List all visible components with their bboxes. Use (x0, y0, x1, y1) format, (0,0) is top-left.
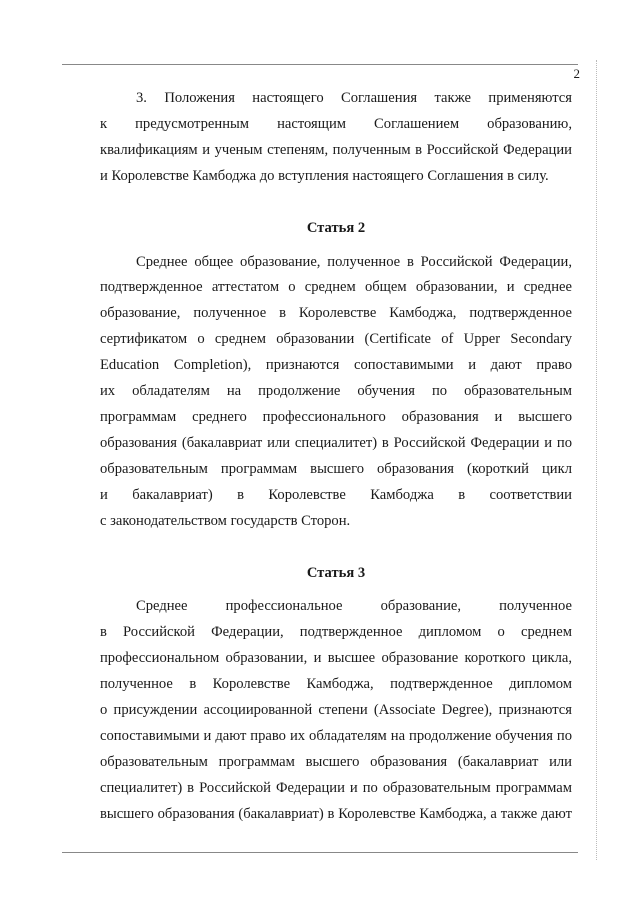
text-line: сопоставимыми и дают право их обладателям на продолжение обучения по (100, 727, 572, 744)
text-line: с законодательством государств Сторон. (100, 512, 351, 529)
document-body (100, 86, 572, 828)
text-line: Среднее профессиональное образование, полученное (136, 598, 572, 615)
article-3-heading: Статья 3 (306, 564, 366, 581)
scan-bottom-border (62, 852, 578, 853)
text-line: образовательным программам высшего образования (бакалавриат или (100, 753, 572, 770)
text-line: профессиональном образовании, и высшее образование короткого цикла, (100, 650, 572, 667)
text-line: о присуждении ассоциированной степени (Associate Degree), признаются (100, 702, 572, 719)
text-line: образования (бакалавриат или специалитет) в Российской Федерации и по (100, 434, 572, 451)
text-line: высшего образования (бакалавриат) в Королевстве Камбоджа, а также дают (100, 805, 572, 822)
text-line: программам среднего профессионального образования и высшего (100, 408, 572, 425)
scan-top-border (62, 64, 578, 65)
text-line: полученное в Королевстве Камбоджа, подтвержденное дипломом (100, 676, 572, 693)
text-line: и бакалавриат) в Королевстве Камбоджа в соответствии (100, 486, 572, 503)
text-line: образование, полученное в Королевстве Камбоджа, подтвержденное (100, 305, 572, 322)
text-line: 3. Положения настоящего Соглашения также применяются (136, 90, 572, 106)
text-line: Education Completion), признаются сопоставимыми и дают право (100, 357, 572, 374)
text-line: к предусмотренным настоящим Соглашением образованию, (100, 115, 572, 132)
text-line: в Российской Федерации, подтвержденное дипломом о среднем (100, 624, 572, 641)
page-number: 2 (573, 66, 580, 81)
article-2-heading: Статья 2 (306, 219, 366, 236)
paragraph-3 (100, 86, 572, 190)
text-line: специалитет) в Российской Федерации и по образовательным программам (100, 779, 572, 796)
article-2-paragraph (100, 250, 572, 535)
text-line: и Королевстве Камбоджа до вступления настоящего Соглашения в силу. (100, 167, 549, 184)
text-line: сертификатом о среднем образовании (Certificate of Upper Secondary (100, 331, 572, 348)
text-line: Среднее общее образование, полученное в Российской Федерации, (136, 253, 572, 270)
text-line: образовательным программам высшего образования (короткий цикл (100, 460, 572, 477)
text-line: их обладателям на продолжение обучения по образовательным (100, 383, 572, 400)
scan-right-edge (596, 60, 597, 860)
text-line: подтвержденное аттестатом о среднем общем образовании, и среднее (100, 279, 572, 296)
article-3-paragraph (100, 594, 572, 827)
text-line: квалификациям и ученым степеням, полученным в Российской Федерации (100, 141, 572, 158)
